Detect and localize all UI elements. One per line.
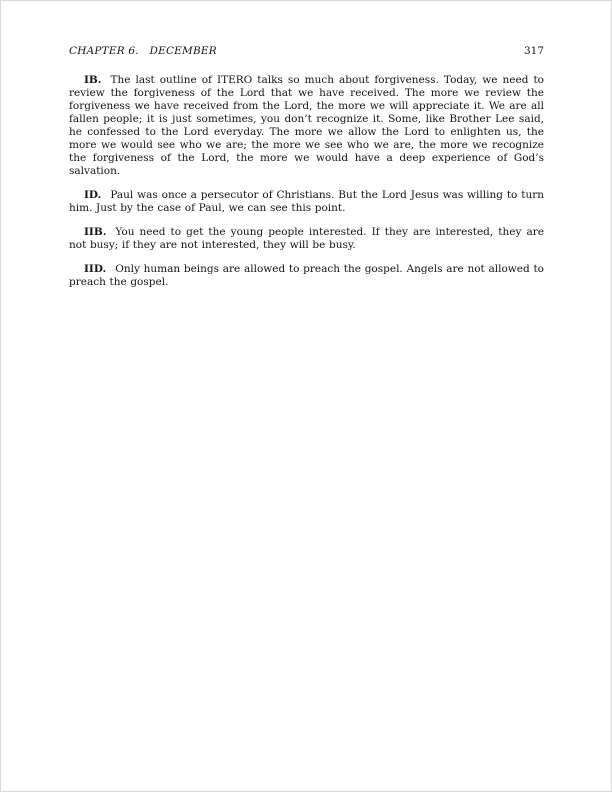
- paragraph-text: The last outline of ITERO talks so much about forgiveness. Today, we need to review the forgiveness of the Lord that we have received. The more we review the forgiveness we have received from the Lord, the more we will appreciate it. We are all fallen people; it is just sometimes, you don’t recognize it. Some, like Brother Lee said, he confessed to the Lord everyday. The more we allow the Lord to enlighten us, the more we would see who we are; the more we see who we are, the more we recognize the forgiveness of the Lord, the more we would have a deep experience of God’s salvation.: [69, 74, 544, 177]
- running-header: [69, 45, 544, 58]
- paragraph-text: Paul was once a persecutor of Christians. But the Lord Jesus was willing to turn him. Just by the case of Paul, we can see this point.: [69, 189, 544, 214]
- paragraph-text: Only human beings are allowed to preach the gospel. Angels are not allowed to preach the gospel.: [69, 263, 544, 288]
- paragraph-text: You need to get the young people interested. If they are interested, they are not busy; if they are not interested, they will be busy.: [69, 226, 544, 251]
- page-body: [69, 74, 544, 289]
- paragraph-label: IID.: [84, 263, 107, 275]
- page-number: 317: [523, 45, 544, 57]
- paragraph-label: IIB.: [84, 226, 107, 238]
- paragraph-ID: [69, 189, 544, 215]
- paragraph-label: IB.: [84, 74, 102, 86]
- paragraph-IIB: [69, 226, 544, 252]
- paragraph-IB: [69, 74, 544, 178]
- paragraph-IID: [69, 263, 544, 289]
- paragraph-label: ID.: [84, 189, 102, 201]
- chapter-header: CHAPTER 6. DECEMBER: [69, 45, 217, 57]
